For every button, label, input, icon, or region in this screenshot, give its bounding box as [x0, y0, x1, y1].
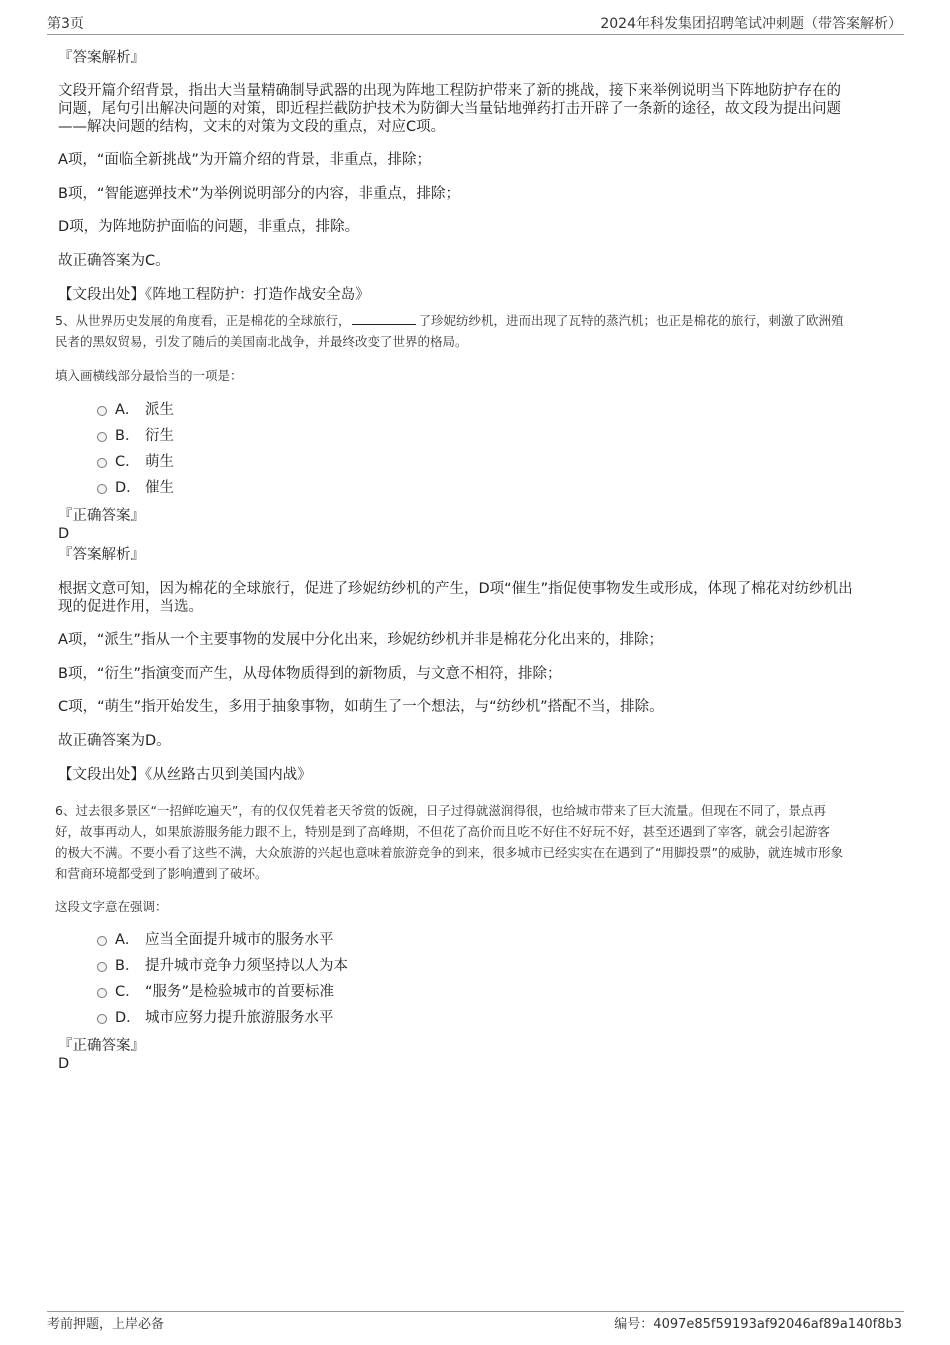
q6-stem-line: 的极大不满。不要小看了这些不满，大众旅游的兴起也意味着旅游竞争的到来，很多城市已经实实在在遇到了“用脚投票”的威胁，就连城市形象	[55, 845, 843, 860]
radio-icon[interactable]	[97, 458, 107, 468]
q4-point-a: A项，“面临全新挑战”为开篇介绍的背景，非重点，排除；	[58, 152, 431, 168]
option-text: 衍生	[145, 428, 174, 444]
document-code: 编号：4097e85f59193af92046af89a140f8b3	[614, 1317, 902, 1332]
q6-stem-line: 和营商环境都受到了影响遭到了破坏。	[55, 866, 268, 881]
radio-icon[interactable]	[97, 936, 107, 946]
q5-stem-part: 5、从世界历史发展的角度看，正是棉花的全球旅行，	[55, 313, 351, 328]
q5-source: 【文段出处】《从丝路古贝到美国内战》	[58, 767, 312, 783]
q5-analysis-heading: 『答案解析』	[58, 547, 145, 563]
q5-correct-heading: 『正确答案』	[58, 508, 145, 524]
q4-point-d: D项，为阵地防护面临的问题，非重点，排除。	[58, 219, 360, 235]
q5-prompt: 填入画横线部分最恰当的一项是：	[55, 368, 243, 383]
q6-stem-line: 好，故事再动人，如果旅游服务能力跟不上，特别是到了高峰期，不但花了高价而且吃不好住不好玩不好，甚至还遇到了宰客，就会引起游客	[55, 824, 831, 839]
q6-stem-line: 6、过去很多景区“一招鲜吃遍天”，有的仅仅凭着老天爷赏的饭碗，日子过得就滋润得很，也给城市带来了巨大流量。但现在不同了，景点再	[55, 803, 826, 818]
q5-stem	[55, 310, 843, 331]
option-text: “服务”是检验城市的首要标准	[145, 984, 335, 1000]
q6-correct-value: D	[58, 1056, 70, 1072]
q5-stem-line: 民者的黑奴贸易，引发了随后的美国南北战争，并最终改变了世界的格局。	[55, 334, 468, 349]
q4-analysis-line: 问题，尾句引出解决问题的对策，即近程拦截防护技术为防御大当量钻地弹药打击开辟了一条新的途径，故文段为提出问题	[58, 101, 841, 117]
option-text: 城市应努力提升旅游服务水平	[145, 1010, 334, 1026]
q5-point-b: B项，“衍生”指演变而产生，从母体物质得到的新物质，与文意不相符，排除；	[58, 666, 562, 682]
q5-correct-value: D	[58, 526, 70, 542]
radio-icon[interactable]	[97, 1014, 107, 1024]
option-letter: D．	[115, 1010, 141, 1026]
option-text: 催生	[145, 480, 174, 496]
q4-analysis-heading: 『答案解析』	[58, 50, 145, 66]
q4-analysis-line: 文段开篇介绍背景，指出大当量精确制导武器的出现为阵地工程防护带来了新的挑战，接下来举例说明当下阵地防护存在的	[58, 83, 841, 99]
option-letter: D．	[115, 480, 141, 496]
page-footer	[47, 1311, 904, 1338]
q5-analysis-line: 根据文意可知，因为棉花的全球旅行，促进了珍妮纺纱机的产生，D项“催生”指促使事物发生或形成，体现了棉花对纺纱机出	[58, 581, 853, 597]
q5-stem-part: 了珍妮纺纱机，进而出现了瓦特的蒸汽机；也正是棉花的旅行，刺激了欧洲殖	[418, 313, 844, 328]
option-letter: C．	[115, 984, 140, 1000]
radio-icon[interactable]	[97, 484, 107, 494]
option-letter: A．	[115, 402, 140, 418]
option-letter: C．	[115, 454, 140, 470]
radio-icon[interactable]	[97, 988, 107, 998]
option-text: 萌生	[145, 454, 174, 470]
page-number: 第3页	[47, 16, 84, 32]
radio-icon[interactable]	[97, 432, 107, 442]
q4-analysis-line: ——解决问题的结构，文末的对策为文段的重点，对应C项。	[58, 119, 446, 135]
option-letter: B．	[115, 958, 140, 974]
fill-blank	[352, 312, 416, 325]
option-letter: B．	[115, 428, 140, 444]
q4-conclusion: 故正确答案为C。	[58, 253, 170, 269]
q5-analysis-line: 现的促进作用，当选。	[58, 599, 203, 615]
q4-point-b: B项，“智能遮弹技术”为举例说明部分的内容，非重点，排除；	[58, 186, 460, 202]
radio-icon[interactable]	[97, 406, 107, 416]
footer-slogan: 考前押题，上岸必备	[47, 1317, 165, 1332]
option-letter: A．	[115, 932, 140, 948]
option-text: 派生	[145, 402, 174, 418]
q5-conclusion: 故正确答案为D。	[58, 733, 171, 749]
option-text: 应当全面提升城市的服务水平	[145, 932, 334, 948]
q4-source: 【文段出处】《阵地工程防护：打造作战安全岛》	[58, 287, 370, 303]
q5-point-c: C项，“萌生”指开始发生，多用于抽象事物，如萌生了一个想法，与“纺纱机”搭配不当，排除。	[58, 699, 664, 715]
radio-icon[interactable]	[97, 962, 107, 972]
q6-correct-heading: 『正确答案』	[58, 1038, 145, 1054]
document-title: 2024年科发集团招聘笔试冲刺题（带答案解析）	[600, 16, 902, 32]
q6-prompt: 这段文字意在强调：	[55, 899, 168, 914]
page-header	[47, 12, 904, 35]
option-text: 提升城市竞争力须坚持以人为本	[145, 958, 348, 974]
q5-point-a: A项，“派生”指从一个主要事物的发展中分化出来，珍妮纺纱机并非是棉花分化出来的，排除；	[58, 632, 663, 648]
